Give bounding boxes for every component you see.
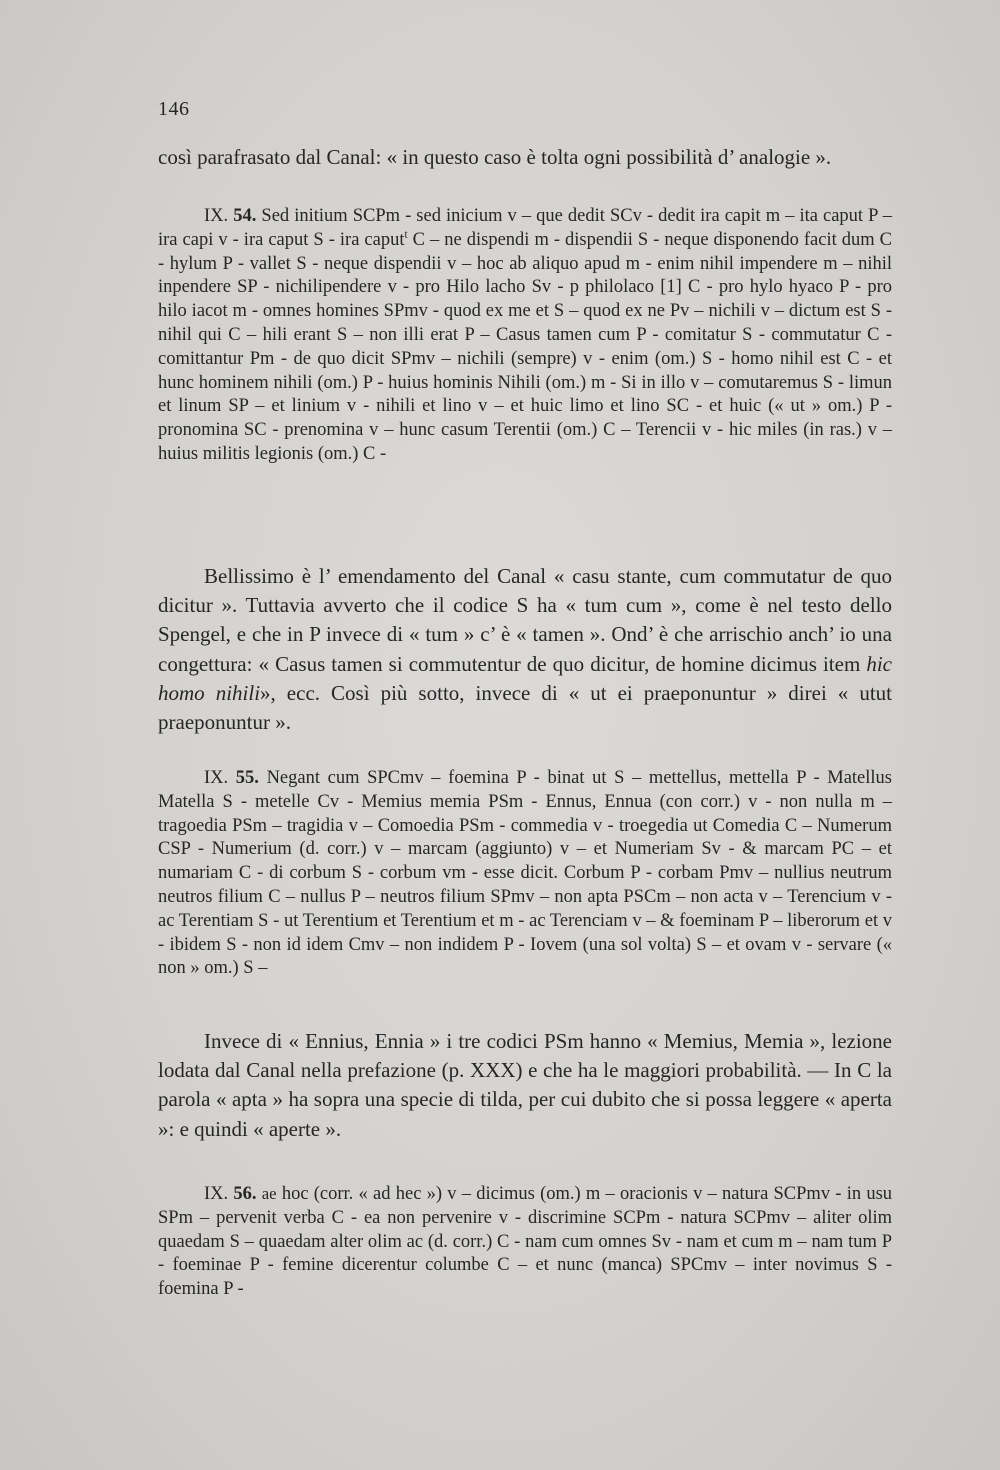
intro-paragraph: [158, 143, 892, 172]
note-ix-56: [158, 1182, 892, 1302]
commentary-text: Invece di « Ennius, Ennia » i tre codici PSm hanno « Memius, Memia », lezione lodata dal Canal nella prefazione (p. XXX) e che ha le maggiori probabilità. — In C la parola « apta » ha sopra una specie di tilda, per cui dubito che si possa leggere « aperta »: e quindi « aperte ».: [158, 1029, 892, 1141]
note-text: hoc (corr. « ad hec ») v – dicimus (om.) m – oracionis v – natura SCPmv - in usu SPm – pervenit verba C - ea non pervenire v - discrimine SCPm - natura SCPmv – aliter olim quaedam S – quaedam alter olim ac (d. corr.) C - nam cum omnes Sv - nam et cum m – nam tum P - foeminae P - femine dicerentur columbe C – et nunc (manca) SPCmv – inter novimus S - foemina P -: [158, 1184, 893, 1300]
note-text-continued: C – ne dispendi m - dispendii S - neque disponendo facit dum C - hylum P - vallet S - neque dispendii v – hoc ab aliquo apud m - enim nihil impendere m – nihil inpendere SP - nichilipendere v - pro Hilo lacho Sv - p philolaco [1] C - pro hylo hyaco P - pro hilo iacot m - omnes homines SPmv - quod ex me et S – quod ex ne Pv – nichili v – dictum est S - nihil qui C – hili erant S – non illi erat P – Casus tamen cum P - comitatur S - commutatur C - comittantur Pm - de quo dicit SPmv – nichili (sempre) v - enim (om.) S - homo nihil est C - et hunc hominem nihili (om.) P - huius hominis Nihili (om.) m - Si in illo v – comutaremus S - limun et linum SP – et linium v - nihili et lino v – et huic limo et lino SC - et huic (« ut » om.) P - pronomina SC - prenomina v – hunc casum Terentii (om.) C – Terencii v - hic miles (in ras.) v – huius militis legionis (om.) C -: [158, 229, 892, 464]
commentary-text: Bellissimo è l’ emendamento del Canal « casu stante, cum commutatur de quo dicitur ». Tuttavia avverto che il codice S ha « tum cum », come è nel testo dello Spengel, e che in P invece di « tum » c’ è « tamen ». Ond’ è che arrischio anch’ io una congettura: « Casus tamen si commutentur de quo dicitur, de homine dicimus item: [158, 564, 892, 676]
note-ix-54: [158, 205, 892, 467]
section-number: 56.: [233, 1184, 257, 1204]
note-text: Negant cum SPCmv – foemina P - binat ut S – mettellus, mettella P - Matellus Matella S - metelle Cv - Memius memia PSm - Ennus, Ennua (con corr.) v - non nulla m – tragoedia PSm – tragidia v – Comoedia PSm - commedia v - troegedia ut Comedia C – Numerum CSP - Numerium (d. corr.) v – marcam (aggiunto) v – et Numeriam Sv - & marcam PC – et numariam C - di corbum S - corbum vm - esse dicit. Corbum P - corbam Pmv – nullius neutrum neutros filium C – nullus P – neutros filium SPmv – non apta PSCm – non acta v – Terencium v - ac Terentiam S - ut Terentium et Terentium et m - ac Terenciam v – & foeminam P – liberorum et v - ibidem S - non id idem Cmv – non indidem P - Iovem (una sol volta) S – et ovam v - servare (« non » om.) S –: [158, 768, 892, 979]
commentary-54: [158, 562, 892, 737]
section-number: 54.: [233, 206, 257, 226]
section-number: 55.: [235, 768, 259, 788]
note-text: Sed initium SCPm - sed inicium v – que dedit SCv - dedit ira capit m – ita caput P – ira capi v - ira caput S - ira caput: [158, 206, 893, 250]
superscript: t: [404, 228, 408, 241]
section-label: IX.: [204, 768, 229, 788]
section-label: IX.: [204, 1184, 229, 1204]
intro-text: così parafrasato dal Canal: « in questo caso è tolta ogni possibilità d’ analogie ».: [158, 145, 832, 169]
note-ix-55: [158, 767, 892, 981]
italic-phrase: hic homo nihili: [158, 651, 892, 705]
ligature-ae: ae: [261, 1184, 277, 1203]
commentary-text-continued: », ecc. Così più sotto, invece di « ut ei praeponuntur » direi « utut praeponuntur ».: [158, 680, 892, 735]
section-label: IX.: [204, 206, 229, 226]
page-number: 146: [158, 98, 190, 120]
commentary-55: [158, 1027, 892, 1144]
